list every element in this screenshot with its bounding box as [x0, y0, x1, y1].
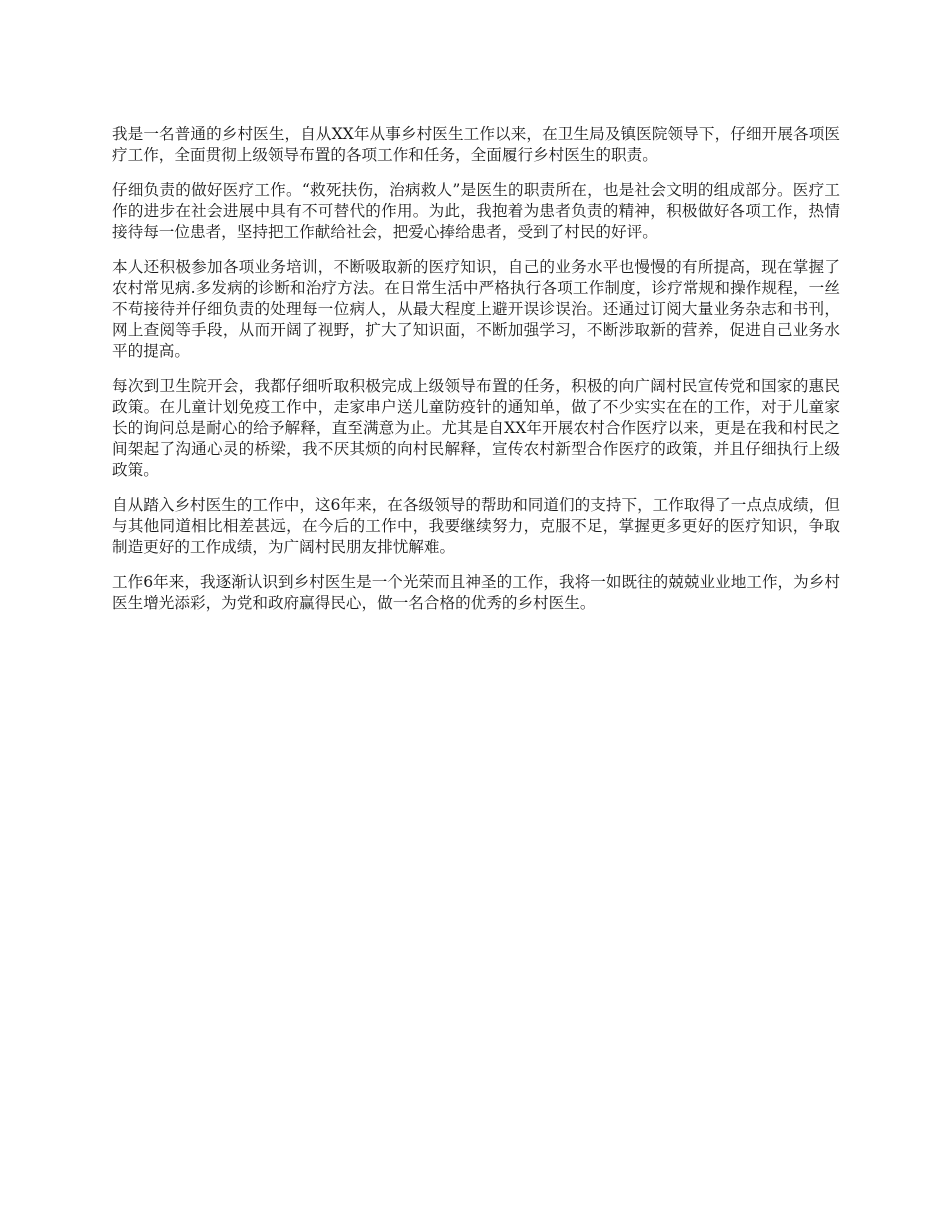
paragraph-6: 工作6年来，我逐渐认识到乡村医生是一个光荣而且神圣的工作，我将一如既往的兢兢业业地工作，为乡村医生增光添彩，为党和政府赢得民心，做一名合格的优秀的乡村医生。: [112, 573, 840, 612]
paragraph-1: 我是一名普通的乡村医生，自从XX年从事乡村医生工作以来，在卫生局及镇医院领导下，仔细开展各项医疗工作，全面贯彻上级领导布置的各项工作和任务，全面履行乡村医生的职责。: [112, 125, 840, 164]
paragraph-2: 仔细负责的做好医疗工作。“救死扶伤，治病救人”是医生的职责所在，也是社会文明的组成部分。医疗工作的进步在社会进展中具有不可替代的作用。为此，我抱着为患者负责的精神，积极做好各项工作，热情接待每一位患者，坚持把工作献给社会，把爱心捧给患者，受到了村民的好评。: [112, 181, 840, 241]
paragraph-3: 本人还积极参加各项业务培训，不断吸取新的医疗知识，自己的业务水平也慢慢的有所提高，现在掌握了农村常见病.多发病的诊断和治疗方法。在日常生活中严格执行各项工作制度，诊疗常规和操作规程，一丝不苟接待并仔细负责的处理每一位病人，从最大程度上避开误诊误治。还通过订阅大量业务杂志和书刊，网上查阅等手段，从而开阔了视野，扩大了知识面，不断加强学习，不断涉取新的营养，促进自己业务水平的提高。: [112, 258, 840, 360]
paragraph-5: 自从踏入乡村医生的工作中，这6年来，在各级领导的帮助和同道们的支持下，工作取得了一点点成绩，但与其他同道相比相差甚远，在今后的工作中，我要继续努力，克服不足，掌握更多更好的医疗知识，争取制造更好的工作成绩，为广阔村民朋友排忧解难。: [112, 496, 840, 556]
document-body: [112, 124, 840, 628]
paragraph-4: 每次到卫生院开会，我都仔细听取积极完成上级领导布置的任务，积极的向广阔村民宣传党和国家的惠民政策。在儿童计划免疫工作中，走家串户送儿童防疫针的通知单，做了不少实实在在的工作，对于儿童家长的询问总是耐心的给予解释，直至满意为止。尤其是自XX年开展农村合作医疗以来，更是在我和村民之间架起了沟通心灵的桥梁，我不厌其烦的向村民解释，宣传农村新型合作医疗的政策，并且仔细执行上级政策。: [112, 377, 840, 479]
